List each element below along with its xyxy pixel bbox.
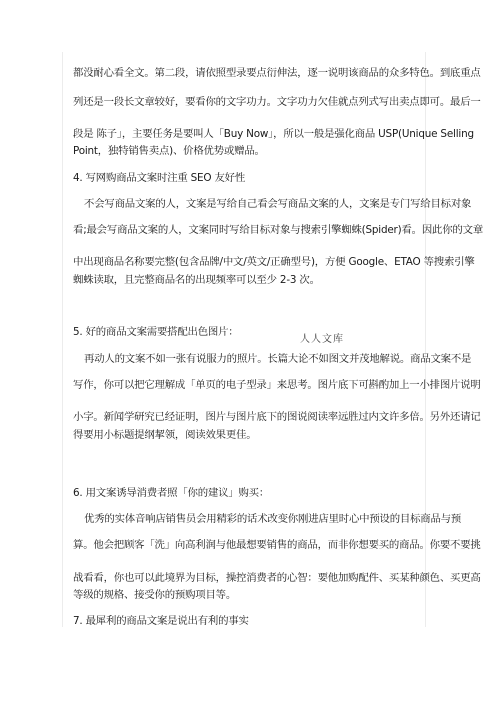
paragraph-line: 列还是一段长文章较好，要看你的文字功力。文字功力欠佳就点列式写出卖点即可。最后一 xyxy=(73,96,481,108)
watermark-text: 人人文库 xyxy=(300,334,344,345)
paragraph-line: 都没耐心看全文。第二段，请依照型录要点衍伸法，逐一说明该商品的众多特色。到底重点 xyxy=(73,67,481,79)
paragraph-line: 看;最会写商品文案的人，文案同时写给目标对象与搜索引擎蜘蛛(Spider)看。因此你的文章 xyxy=(73,224,484,236)
paragraph-line: 再动人的文案不如一张有说服力的照片。长篇大论不如图文并茂地解说。商品文案不是 xyxy=(84,353,472,365)
paragraph-line: 写作，你可以把它理解成「单页的电子型录」来思考。图片底下可斟酌加上一小排图片说明 xyxy=(73,379,481,391)
paragraph-line: Point，独特销售卖点)、价格优势或赠品。 xyxy=(73,145,265,157)
section-heading: 6. 用文案诱导消费者照「你的建议」购买： xyxy=(73,487,270,499)
left-margin-line xyxy=(62,52,63,627)
paragraph-line: 得要用小标题提纲挈领，阅读效果更佳。 xyxy=(73,429,257,441)
section-heading: 7. 最犀利的商品文案是说出有利的事实 xyxy=(73,615,249,627)
paragraph-line: 中出现商品名称要完整(包含品牌/中文/英文/正确型号)，方便 Google、ETAO 等搜索引擎 xyxy=(73,256,475,268)
section-heading: 5. 好的商品文案需要搭配出色图片： xyxy=(73,326,239,338)
paragraph-line: 段是 陈子」，主要任务是要叫人「Buy Now」，所以一般是强化商品 USP(Unique Selling xyxy=(73,128,474,140)
paragraph-line: 不会写商品文案的人，文案是写给自己看会写商品文案的人，文案是专门写给目标对象 xyxy=(84,198,472,210)
paragraph-line: 算。他会把顾客「洗」向高利润与他最想要销售的商品，而非你想要买的商品。你要不要挑 xyxy=(73,539,481,551)
paragraph-line: 优秀的实体音响店销售员会用精彩的话术改变你刚进店里时心中预设的目标商品与预 xyxy=(84,513,462,525)
paragraph-line: 蜘蛛读取，且完整商品名的出现频率可以至少 2-3 次。 xyxy=(73,274,320,286)
paragraph-line: 等级的规格、接受你的预购项目等。 xyxy=(73,589,237,601)
paragraph-line: 小字。新闻学研究已经证明，图片与图片底下的图说阅读率远胜过内文许多倍。另外还请记 xyxy=(73,411,481,423)
section-heading: 4. 写网购商品文案时注重 SEO 友好性 xyxy=(73,172,246,184)
paragraph-line: 战看看，你也可以此境界为目标，操控消费者的心智：要他加购配件、买某种颜色、买更高 xyxy=(73,572,481,584)
